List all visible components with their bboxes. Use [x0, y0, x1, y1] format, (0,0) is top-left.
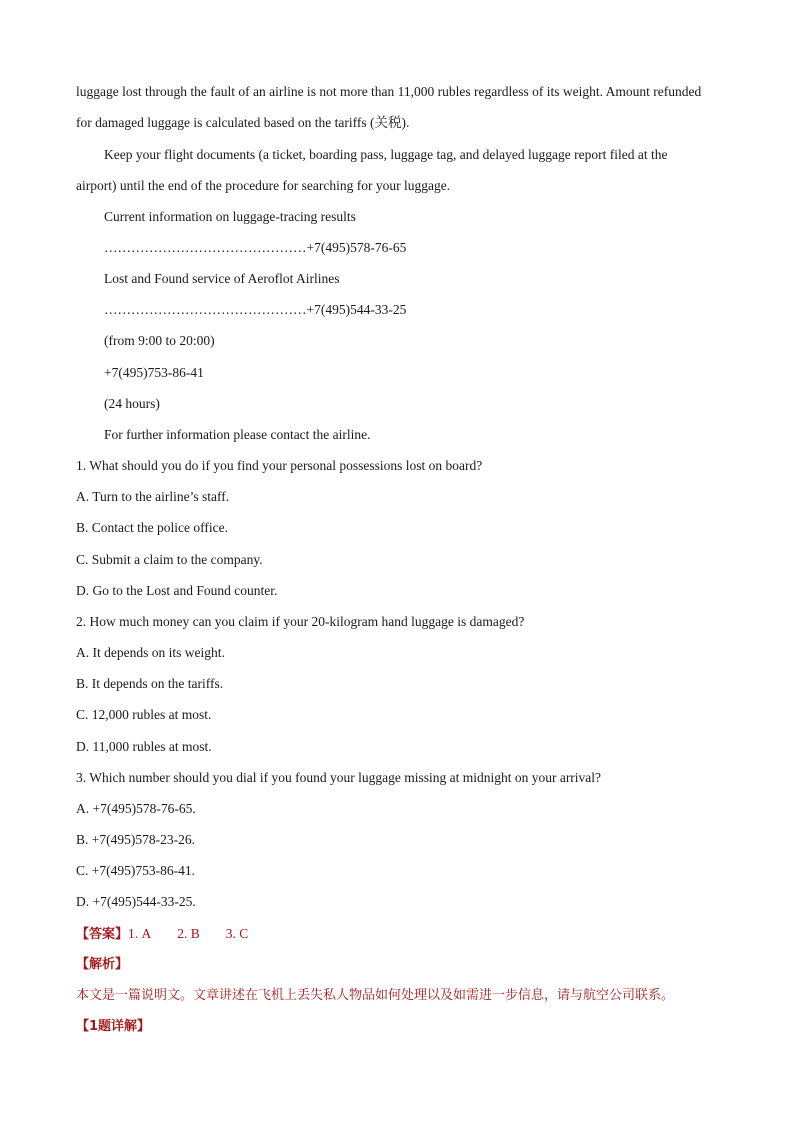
contact-24h-hours: (24 hours) [104, 396, 160, 411]
question-3-option-a: A. +7(495)578-76-65. [76, 801, 196, 816]
answer-1: 1. A [128, 926, 152, 941]
passage-paragraph-1-line-1: luggage lost through the fault of an airline is not more than 11,000 rubles regardless of its weight. Amount refunded [76, 84, 702, 99]
answer-label: 【答案】 [76, 927, 129, 942]
contact-24h-number: +7(495)753-86-41 [104, 365, 204, 380]
contact-lost-found-number: ………………………………………+7(495)544-33-25 [104, 302, 407, 317]
passage-closing: For further information please contact the airline. [104, 427, 371, 442]
question-3-option-b: B. +7(495)578-23-26. [76, 832, 195, 847]
detail-label-question-1: 【1题详解】 [76, 1019, 151, 1034]
passage-paragraph-1-line-2: for damaged luggage is calculated based on the tariffs (关税). [76, 115, 410, 130]
question-1-stem: 1. What should you do if you find your personal possessions lost on board? [76, 458, 483, 473]
question-1-option-b: B. Contact the police office. [76, 520, 228, 535]
answer-3: 3. C [225, 926, 249, 941]
question-2-option-b: B. It depends on the tariffs. [76, 676, 224, 691]
question-2-option-c: C. 12,000 rubles at most. [76, 707, 212, 722]
contact-tracing-label: Current information on luggage-tracing results [104, 209, 356, 224]
contact-lost-found-hours: (from 9:00 to 20:00) [104, 333, 215, 348]
question-2-option-d: D. 11,000 rubles at most. [76, 739, 212, 754]
question-1-option-c: C. Submit a claim to the company. [76, 552, 263, 567]
question-2-stem: 2. How much money can you claim if your 20-kilogram hand luggage is damaged? [76, 614, 525, 629]
answer-2: 2. B [177, 926, 200, 941]
answer-line [76, 927, 248, 941]
question-1-option-d: D. Go to the Lost and Found counter. [76, 583, 278, 598]
question-3-stem: 3. Which number should you dial if you found your luggage missing at midnight on your arrival? [76, 770, 602, 785]
passage-paragraph-2-line-1: Keep your flight documents (a ticket, boarding pass, luggage tag, and delayed luggage report filed at the [104, 147, 668, 162]
question-1-option-a: A. Turn to the airline’s staff. [76, 489, 230, 504]
question-3-option-d: D. +7(495)544-33-25. [76, 894, 196, 909]
passage-paragraph-2-line-2: airport) until the end of the procedure for searching for your luggage. [76, 178, 451, 193]
question-2-option-a: A. It depends on its weight. [76, 645, 225, 660]
analysis-summary: 本文是一篇说明文。文章讲述在飞机上丢失私人物品如何处理以及如需进一步信息，请与航空公司联系。 [76, 988, 675, 1003]
contact-lost-found-label: Lost and Found service of Aeroflot Airlines [104, 271, 340, 286]
question-3-option-c: C. +7(495)753-86-41. [76, 863, 195, 878]
analysis-label: 【解析】 [76, 957, 129, 972]
contact-tracing-number: ………………………………………+7(495)578-76-65 [104, 240, 407, 255]
